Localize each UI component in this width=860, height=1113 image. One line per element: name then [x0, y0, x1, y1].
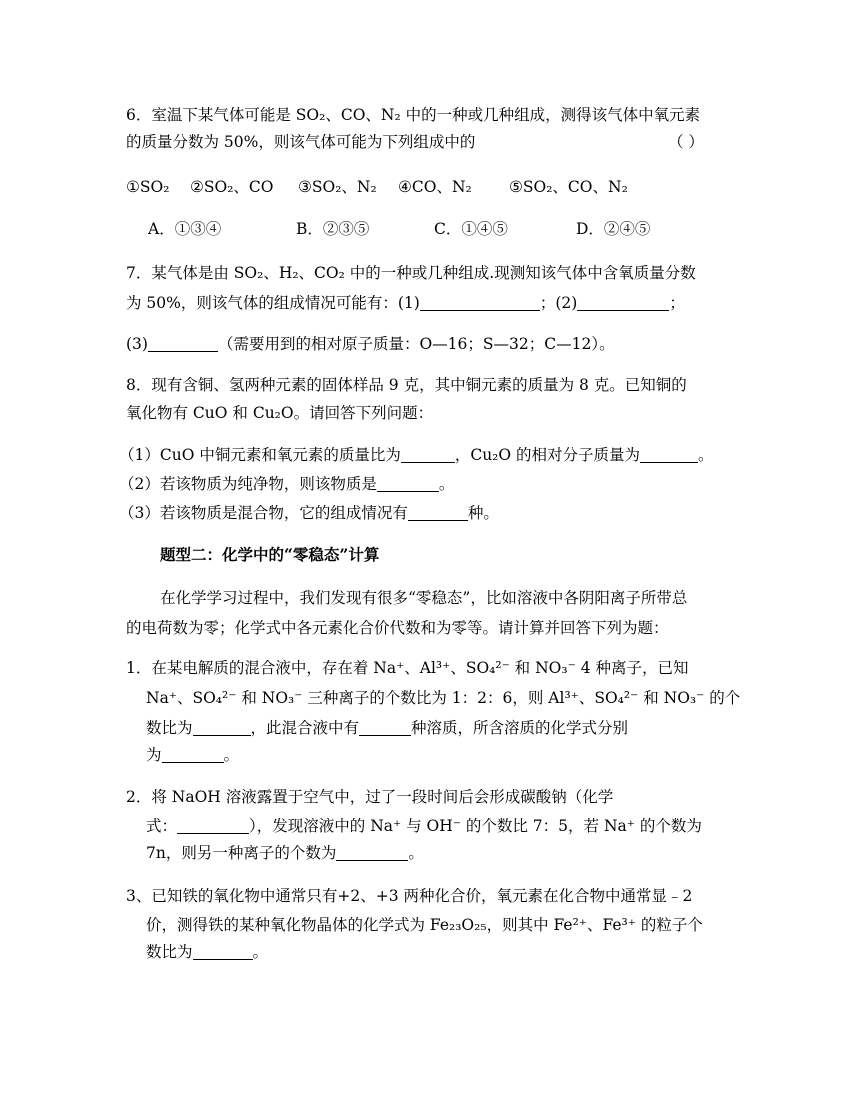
q6-answer-bracket: （ ）: [668, 133, 704, 151]
s2-text: ），发现溶液中的 Na⁺ 与 OH⁻ 的个数比 7：5，若 Na⁺ 的个数为: [249, 817, 702, 835]
q6-line-1: 6．室温下某气体可能是 SO₂、CO、N₂ 中的一种或几种组成，测得该气体中氧元素: [126, 106, 701, 124]
s2-text: 7n，则另一种离子的个数为: [146, 844, 337, 862]
q8-blank-2[interactable]: [640, 445, 698, 463]
s1-blank-1[interactable]: [193, 718, 251, 736]
q7-blank-3[interactable]: [148, 334, 218, 352]
s1-blank-3[interactable]: [162, 745, 224, 763]
s1-text: 为: [146, 746, 162, 764]
q7-text: (3): [126, 335, 148, 353]
section-intro-1: 在化学学习过程中，我们发现有很多“零稳态”，比如溶液中各阴阳离子所带总: [160, 589, 688, 607]
section-title: 题型二：化学中的“零稳态”计算: [160, 545, 380, 564]
q8-text: ，Cu₂O 的相对分子质量为: [454, 446, 641, 464]
q7-line-2: [126, 292, 685, 314]
s3-line-1: 3、已知铁的氧化物中通常只有+2、+3 两种化合价，氧元素在化合物中通常显﹣2: [126, 887, 693, 905]
q8-part-3: [119, 502, 499, 524]
s1-blank-2[interactable]: [359, 718, 411, 736]
s3-line-3: [146, 941, 268, 963]
section-intro-2: 的电荷数为零；化学式中各元素化合价代数和为零等。请计算并回答下列为题：: [126, 619, 669, 637]
s2-blank-2[interactable]: [336, 843, 408, 861]
s2-blank-1[interactable]: [177, 816, 249, 834]
q8-line-2: 氧化物有 CuO 和 Cu₂O。请回答下列问题：: [126, 404, 434, 422]
s1-line-4: [146, 744, 239, 766]
q8-blank-3[interactable]: [377, 474, 439, 492]
s2-line-2: [146, 815, 702, 837]
s3-line-2: 价，测得铁的某种氧化物晶体的化学式为 Fe₂₃O₂₅，则其中 Fe²⁺、Fe³⁺ 的粒子个: [146, 916, 703, 934]
q8-part-2: [119, 473, 454, 495]
q6-line-2: 的质量分数为 50%，则该气体可能为下列组成中的: [126, 133, 476, 151]
s2-line-3: [146, 842, 424, 864]
s1-line-3: [146, 717, 628, 739]
q8-text: 。: [438, 475, 455, 493]
q6-option-b: B．②③⑤: [296, 220, 370, 238]
q6-option-a: A．①③④: [148, 220, 222, 238]
q8-blank-4[interactable]: [408, 503, 468, 521]
q8-text: （1）CuO 中铜元素和氧元素的质量比为: [119, 446, 401, 464]
s1-text: ，此混合液中有: [250, 719, 360, 737]
s3-text: 。: [252, 943, 269, 961]
q8-text: （3）若该物质是混合物，它的组成情况有: [119, 504, 408, 522]
q6-combo-4: ④CO、N₂: [398, 178, 472, 196]
q8-text: （2）若该物质为纯净物，则该物质是: [119, 475, 377, 493]
q8-text: 种。: [467, 504, 499, 522]
q7-text: （需要用到的相对原子质量：O—16；S—32；C—12）。: [217, 335, 615, 353]
q7-blank-1[interactable]: [420, 293, 540, 311]
q6-combo-3: ③SO₂、N₂: [298, 178, 377, 196]
q8-line-1: 8．现有含铜、氢两种元素的固体样品 9 克，其中铜元素的质量为 8 克。已知铜的: [126, 376, 687, 394]
q8-blank-1[interactable]: [401, 445, 455, 463]
q7-line-1: 7．某气体是由 SO₂、H₂、CO₂ 中的一种或几种组成.现测知该气体中含氧质量分数: [126, 264, 696, 282]
s2-text: 。: [408, 844, 424, 862]
s3-blank-1[interactable]: [193, 942, 253, 960]
q6-combo-2: ②SO₂、CO: [190, 178, 274, 196]
q8-part-1: [119, 444, 714, 466]
q6-option-d: D．②④⑤: [576, 220, 651, 238]
s1-line-2: Na⁺、SO₄²⁻ 和 NO₃⁻ 三种离子的个数比为 1：2：6，则 Al³⁺、SO₄²⁻ 和 NO₃⁻ 的个: [146, 689, 741, 707]
q7-text: 为 50%，则该气体的组成情况可能有：(1): [126, 294, 420, 312]
q7-blank-2[interactable]: [577, 293, 669, 311]
s1-text: 数比为: [146, 719, 193, 737]
q8-text: 。: [698, 446, 714, 464]
s1-text: 。: [223, 746, 240, 764]
q6-combo-5: ⑤SO₂、CO、N₂: [509, 178, 628, 196]
q6-option-c: C．①④⑤: [434, 220, 508, 238]
q7-line-3: [126, 333, 615, 355]
s1-line-1: 1．在某电解质的混合液中，存在着 Na⁺、Al³⁺、SO₄²⁻ 和 NO₃⁻ 4 种离子，已知: [126, 659, 689, 677]
q6-combo-1: ①SO₂: [126, 178, 170, 196]
q7-text: ；(2): [539, 294, 578, 312]
s3-text: 数比为: [146, 943, 193, 961]
s1-text: 种溶质，所含溶质的化学式分别: [411, 719, 629, 737]
s2-text: 式：: [146, 817, 178, 835]
s2-line-1: 2．将 NaOH 溶液露置于空气中，过了一段时间后会形成碳酸钠（化学: [126, 788, 614, 806]
q7-text: ；: [669, 294, 685, 312]
